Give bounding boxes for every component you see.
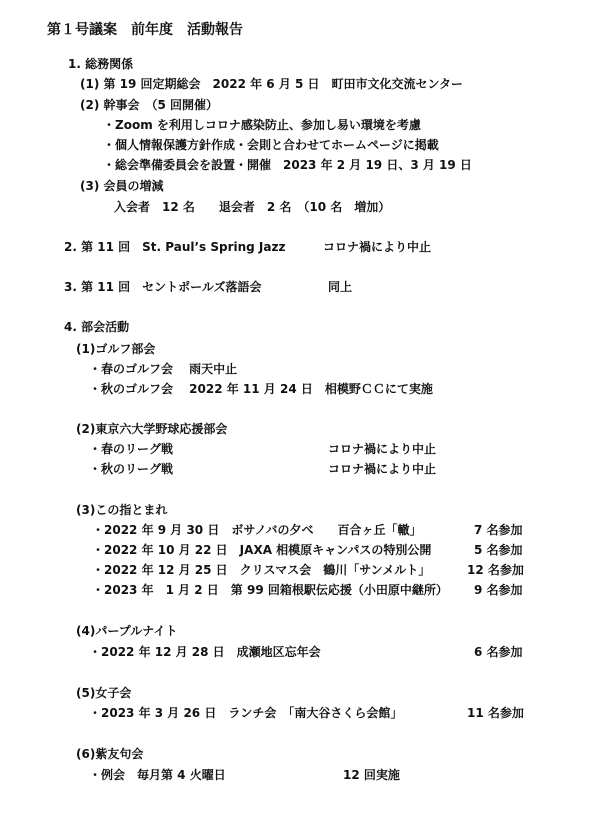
s1-item-2: (2) 幹事会 （5 回開催） — [80, 98, 219, 112]
section-4-heading: 4. 部会活動 — [64, 320, 130, 334]
konoyubi-row-count: 5 名参加 — [474, 543, 523, 557]
section-3-status: 同上 — [328, 280, 353, 294]
shiyu-kukai-title: (6)紫友句会 — [76, 747, 144, 761]
s1-item-2-bullet-3: ・総会準備委員会を設置・開催 2023 年 2 月 19 日、3 月 19 日 — [103, 158, 472, 172]
baseball-row-1-status: コロナ禍により中止 — [328, 442, 437, 456]
section-2-status: コロナ禍により中止 — [323, 240, 432, 254]
purple-night-row-1: ・2022 年 12 月 28 日 成瀬地区忘年会 — [89, 645, 321, 659]
s1-item-2-bullet-1: ・Zoom を利用しコロナ感染防止、参加し易い環境を考慮 — [103, 118, 421, 132]
page-title: 第１号議案 前年度 活動報告 — [47, 22, 243, 38]
s1-item-3: (3) 会員の増減 — [80, 179, 164, 193]
konoyubi-row-count: 9 名参加 — [474, 583, 523, 597]
konoyubi-row-count: 12 名参加 — [467, 563, 524, 577]
joshikai-row-1: ・2023 年 3 月 26 日 ランチ会 「南大谷さくら会館」 — [89, 706, 403, 720]
golf-row-2: ・秋のゴルフ会 2022 年 11 月 24 日 相模野ＣＣにて実施 — [89, 382, 433, 396]
joshikai-row-1-count: 11 名参加 — [467, 706, 524, 720]
konoyubi-row: ・2022 年 9 月 30 日 ボサノバの夕べ 百合ヶ丘「轍」 — [92, 523, 422, 537]
baseball-title: (2)東京六大学野球応援部会 — [76, 422, 228, 436]
section-1-heading: 1. 総務関係 — [68, 57, 134, 71]
konoyubi-title: (3)この指とまれ — [76, 503, 168, 517]
s1-item-1: (1) 第 19 回定期総会 2022 年 6 月 5 日 町田市文化交流センター — [80, 77, 464, 91]
s1-item-2-bullet-2: ・個人情報保護方針作成・会則と合わせてホームページに掲載 — [103, 138, 439, 152]
section-3-text: 3. 第 11 回 セントポールズ落語会 — [64, 280, 262, 294]
joshikai-title: (5)女子会 — [76, 686, 132, 700]
konoyubi-row: ・2022 年 10 月 22 日 JAXA 相模原キャンパスの特別公開 — [92, 543, 432, 557]
golf-row-1: ・春のゴルフ会 雨天中止 — [89, 362, 238, 376]
konoyubi-row: ・2022 年 12 月 25 日 クリスマス会 鶴川「サンメルト」 — [92, 563, 431, 577]
konoyubi-row: ・2023 年 1 月 2 日 第 99 回箱根駅伝応援（小田原中継所） — [92, 583, 448, 597]
s1-item-3-detail: 入会者 12 名 退会者 2 名 （10 名 増加） — [114, 200, 391, 214]
purple-night-title: (4)パープルナイト — [76, 624, 178, 638]
baseball-row-2-label: ・秋のリーグ戦 — [89, 462, 174, 476]
baseball-row-1-label: ・春のリーグ戦 — [89, 442, 174, 456]
section-2-text: 2. 第 11 回 St. Paul’s Spring Jazz — [64, 240, 286, 254]
golf-title: (1)ゴルフ部会 — [76, 342, 156, 356]
baseball-row-2-status: コロナ禍により中止 — [328, 462, 437, 476]
shiyu-kukai-row-1: ・例会 毎月第 4 火曜日 — [89, 768, 226, 782]
konoyubi-row-count: 7 名参加 — [474, 523, 523, 537]
purple-night-row-1-count: 6 名参加 — [474, 645, 523, 659]
shiyu-kukai-row-1-count: 12 回実施 — [343, 768, 400, 782]
